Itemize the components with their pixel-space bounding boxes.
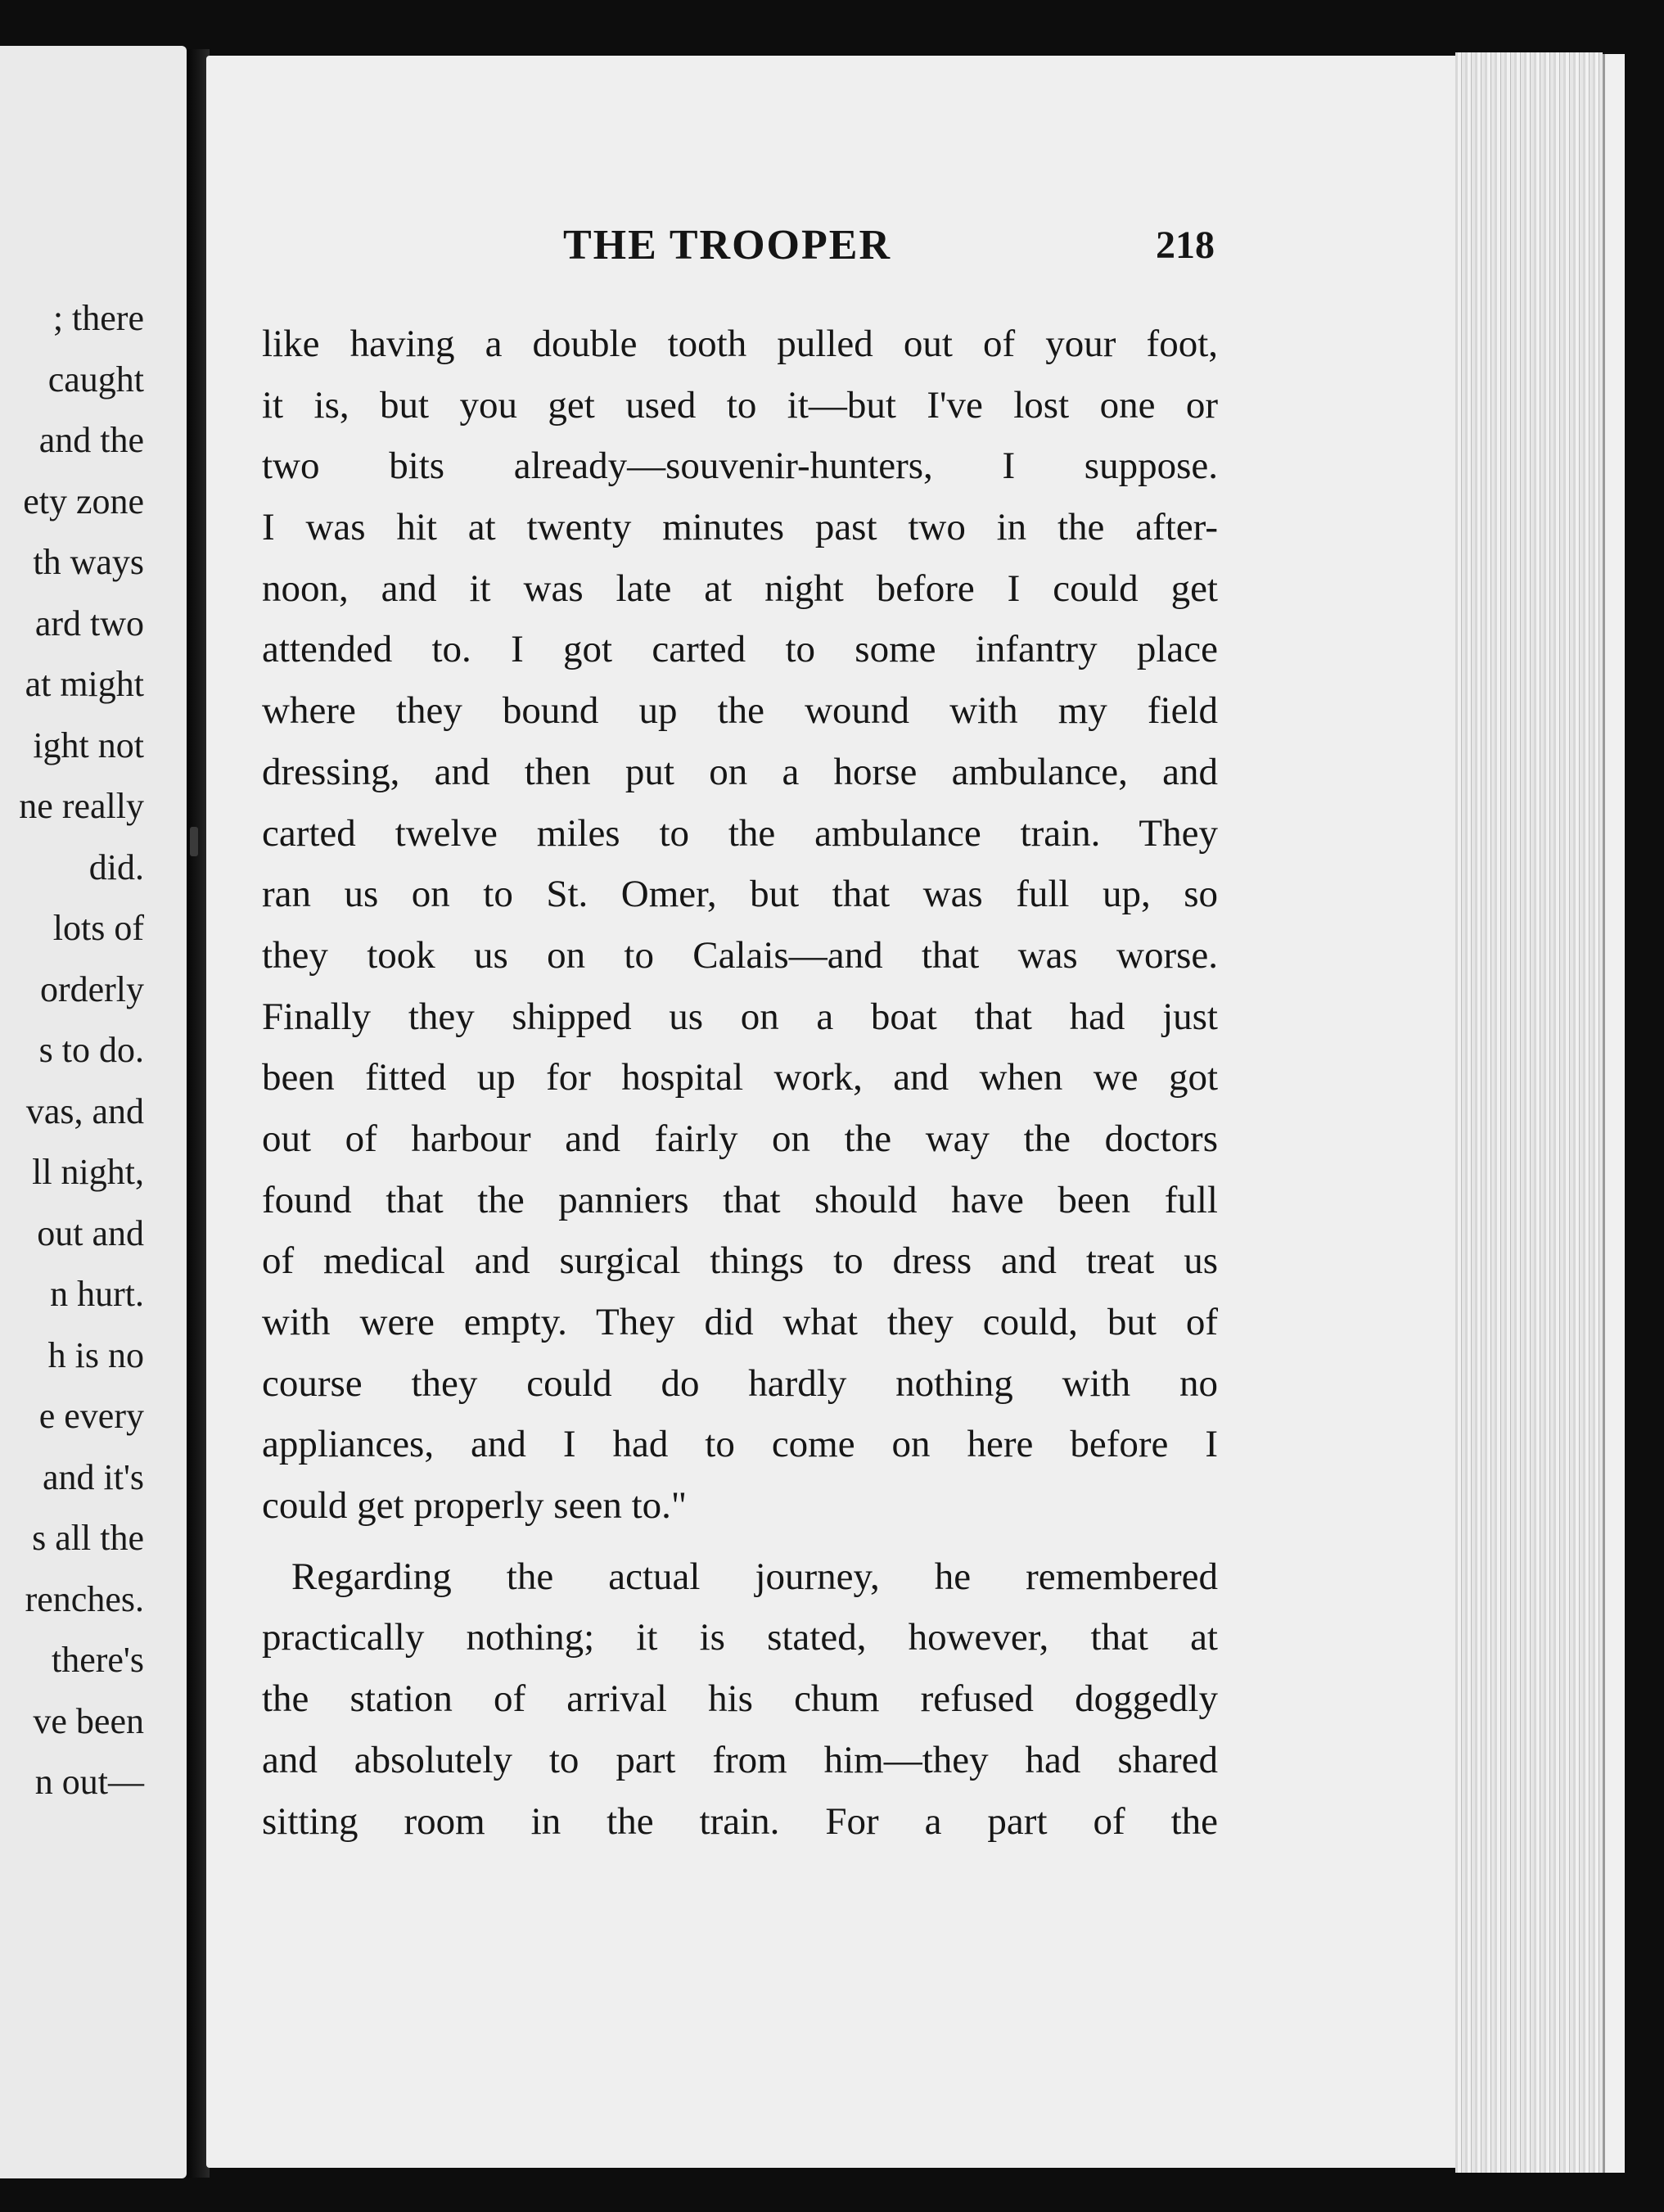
left-page-text (0, 288, 144, 1813)
text-line: could get properly seen to." (262, 1484, 688, 1528)
left-page-line: lots of (52, 908, 144, 948)
left-page-line: ve been (33, 1700, 144, 1741)
left-page-line: ard two (34, 603, 144, 643)
left-page-line: th ways (33, 542, 144, 582)
text-line: like having a double tooth pulled out of your foot, (262, 323, 1218, 365)
left-page-line: caught (47, 359, 144, 400)
left-page-line: h is no (47, 1334, 144, 1375)
text-line: they took us on to Calais—and that was worse. (262, 933, 1218, 977)
body-text (262, 314, 1218, 1852)
left-page-line: s all the (32, 1518, 144, 1558)
text-line: with were empty. They did what they could, but of (262, 1301, 1218, 1343)
text-line: attended to. I got carted to some infantry place (262, 628, 1218, 671)
left-page-line: and the (38, 420, 144, 460)
left-page-line: there's (52, 1640, 144, 1680)
page-edges (1455, 52, 1603, 2173)
left-page-line: ; there (52, 298, 144, 338)
text-line: and absolutely to part from him—they had shared (262, 1738, 1218, 1781)
text-line: ran us on to St. Omer, but that was full up, so (262, 873, 1218, 916)
left-page-line: vas, and (25, 1090, 144, 1131)
text-line: out of harbour and fairly on the way the doctors (262, 1117, 1218, 1160)
running-title: THE TROOPER (563, 222, 892, 269)
text-line: carted twelve miles to the ambulance train. They (262, 811, 1218, 855)
text-line: appliances, and I had to come on here before I (262, 1423, 1218, 1466)
text-line: noon, and it was late at night before I could get (262, 567, 1218, 610)
binding-mark (190, 827, 198, 856)
left-page-line: orderly (39, 968, 144, 1009)
left-page-line: n out— (34, 1762, 144, 1802)
left-page-line: did. (88, 846, 144, 887)
text-line: practically nothing; it is stated, however, that at (262, 1616, 1218, 1659)
text-line: found that the panniers that should have been full (262, 1178, 1218, 1221)
text-line: it is, but you get used to it—but I've lost one or (262, 383, 1218, 427)
text-line: of medical and surgical things to dress and treat us (262, 1239, 1218, 1283)
left-page-line: ne really (19, 786, 144, 826)
text-line: I was hit at twenty minutes past two in the after- (262, 506, 1218, 549)
left-page-line: and it's (42, 1456, 144, 1497)
text-line: dressing, and then put on a horse ambulance, and (262, 750, 1218, 793)
running-head (206, 221, 1221, 278)
paragraph-gap (262, 1537, 1218, 1546)
left-page-line: ety zone (23, 481, 144, 521)
left-page-line: s to do. (38, 1030, 144, 1070)
text-line: course they could do hardly nothing with no (262, 1361, 1218, 1405)
left-page-line: ll night, (32, 1152, 144, 1192)
left-page-line: at might (25, 664, 144, 704)
text-line: two bits already—souvenir-hunters, I suppose. (262, 445, 1218, 488)
left-page-line: out and (37, 1212, 144, 1253)
text-line: been fitted up for hospital work, and when we got (262, 1056, 1218, 1099)
left-page-line: ight not (33, 725, 144, 765)
left-facing-page (0, 46, 187, 2178)
text-line: Finally they shipped us on a boat that had just (262, 995, 1218, 1038)
text-line: Regarding the actual journey, he remembered (291, 1555, 1218, 1598)
text-line: the station of arrival his chum refused doggedly (262, 1677, 1218, 1721)
book-edge (1603, 54, 1625, 2173)
text-line: where they bound up the wound with my field (262, 689, 1218, 733)
left-page-line: e every (38, 1396, 144, 1436)
text-line: sitting room in the train. For a part of the (262, 1799, 1218, 1843)
left-page-line: renches. (25, 1578, 144, 1619)
page-number: 218 (1156, 223, 1215, 267)
left-page-line: n hurt. (50, 1274, 144, 1314)
